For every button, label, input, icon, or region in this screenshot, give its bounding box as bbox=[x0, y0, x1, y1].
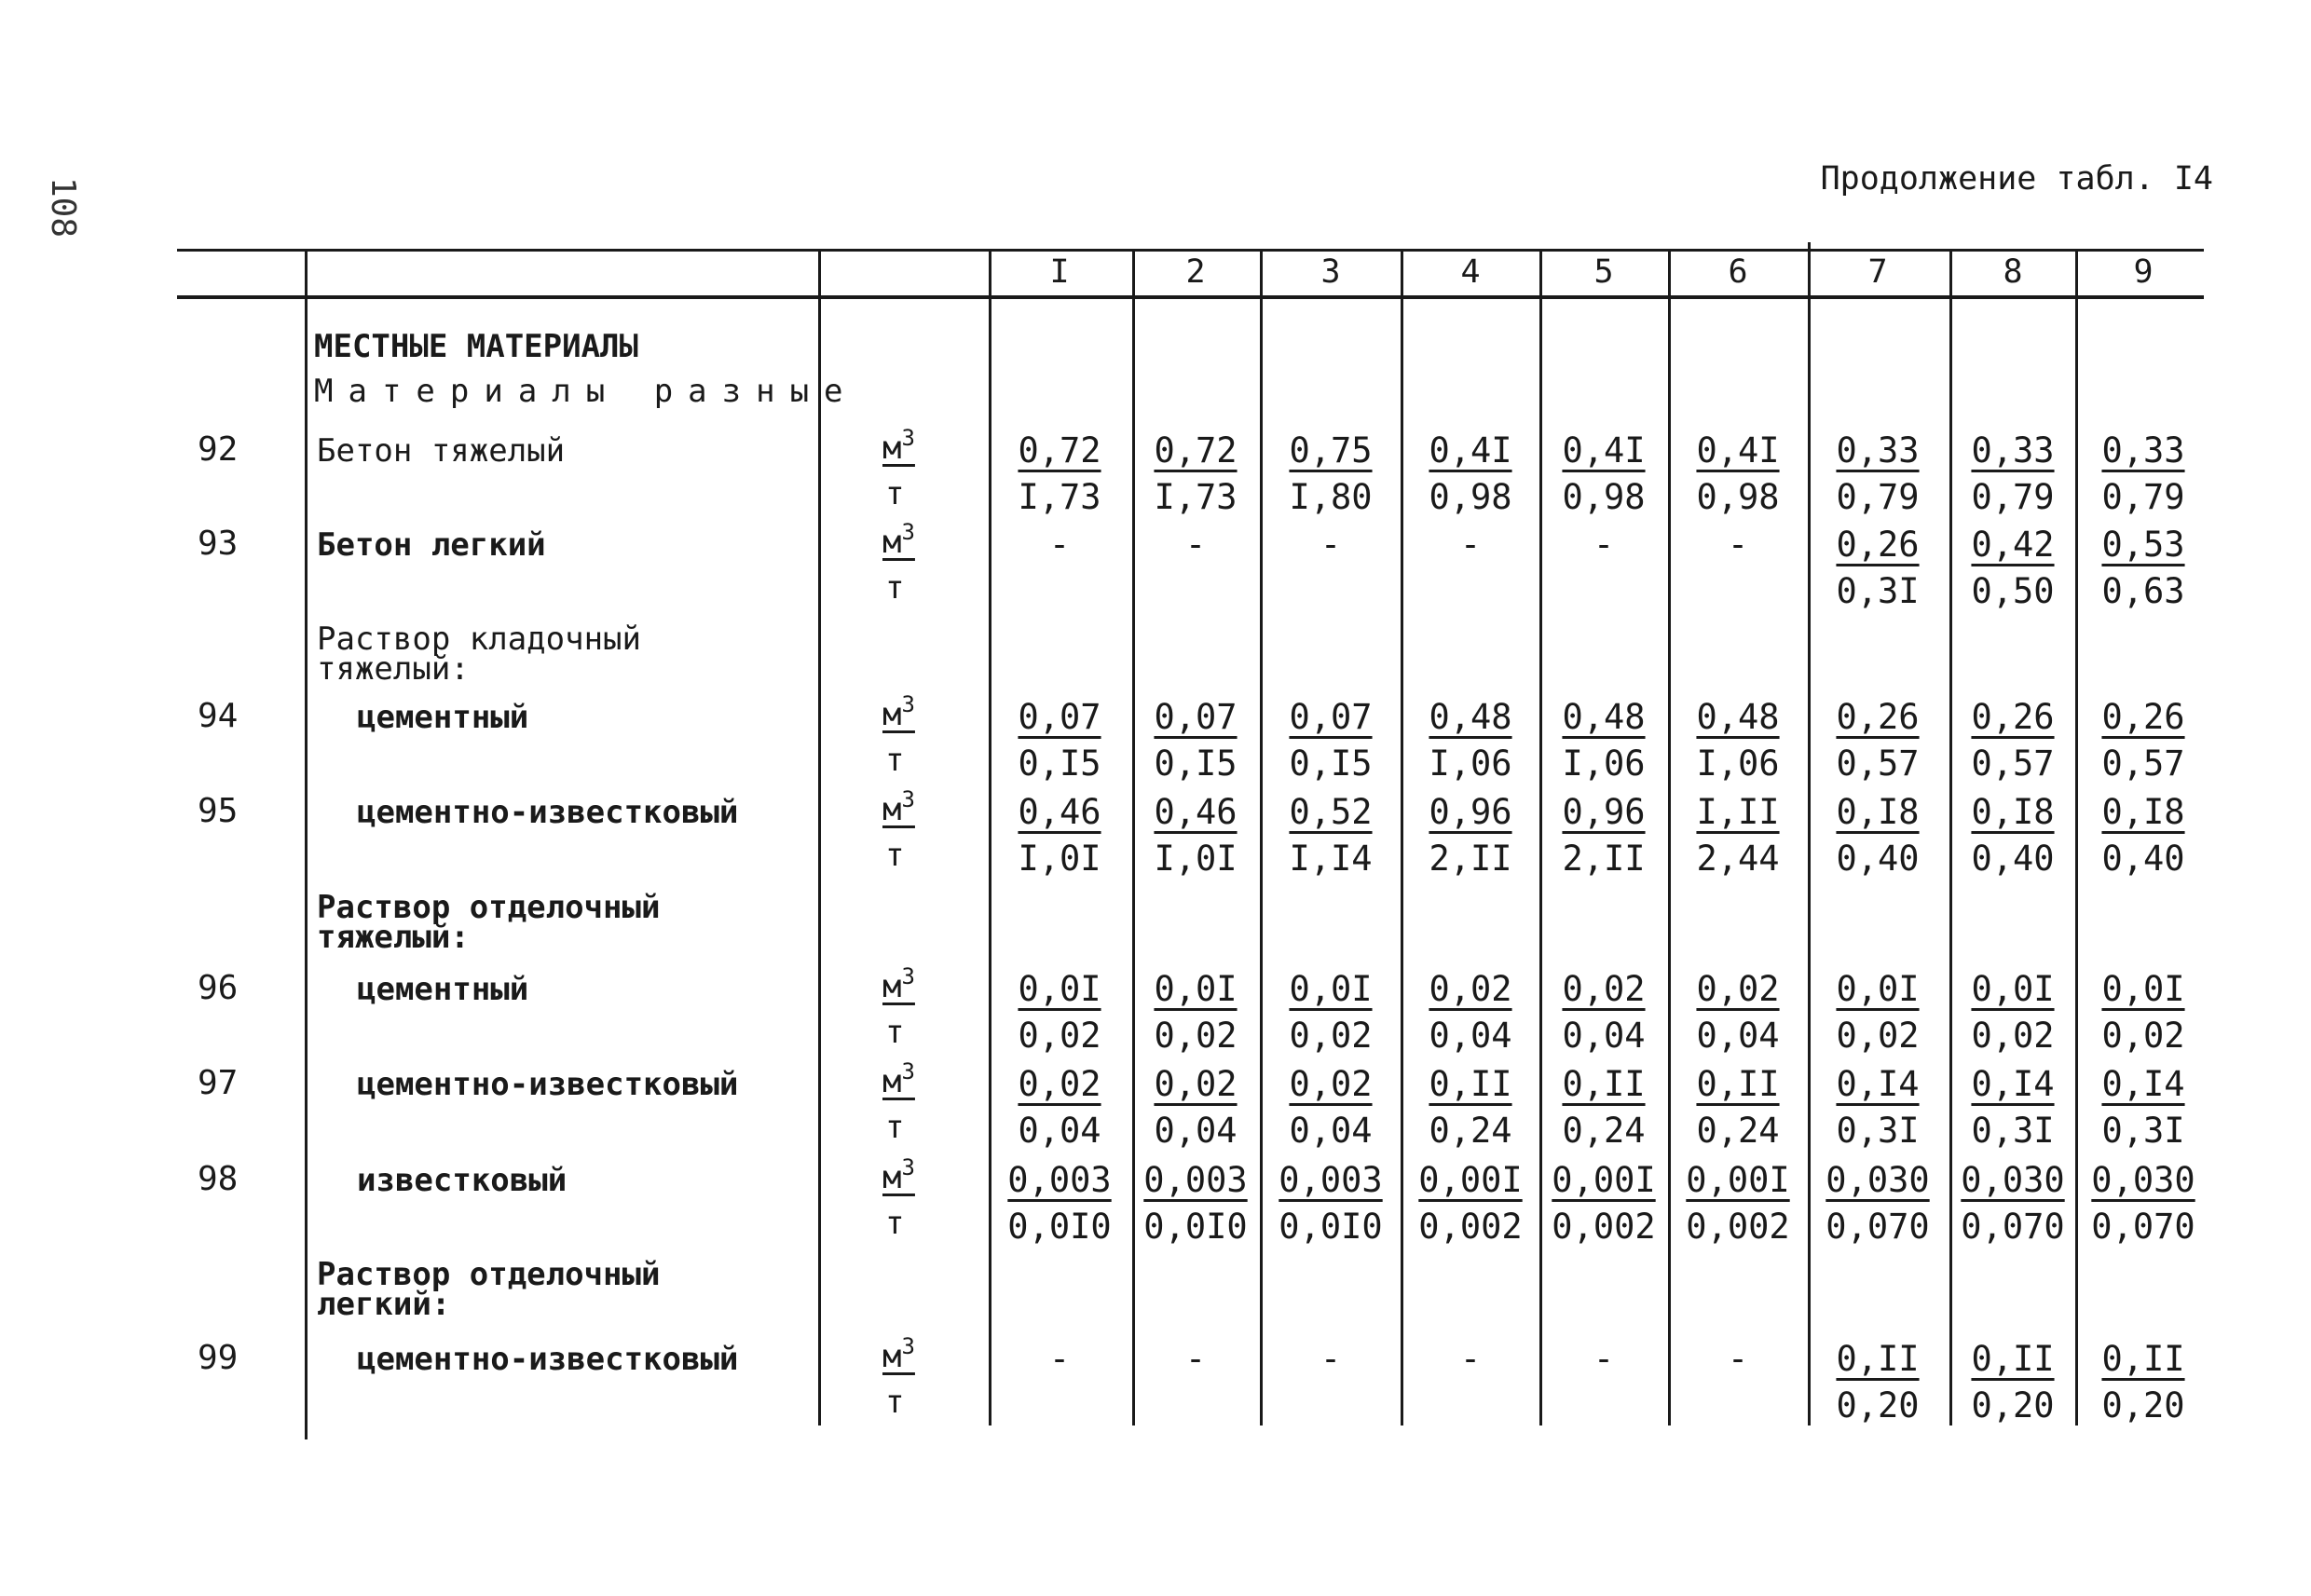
value-mass-text: 0,40 bbox=[1971, 839, 2055, 879]
value-mass-text: 0,20 bbox=[1836, 1385, 1920, 1425]
value-mass-text: 0,20 bbox=[2101, 1385, 2185, 1425]
unit-mass: т bbox=[885, 475, 905, 512]
unit-mass: т bbox=[885, 569, 905, 607]
value-mass-text: 0,0I0 bbox=[1279, 1207, 1383, 1247]
value-volume-text: 0,33 bbox=[1836, 430, 1920, 471]
value-mass-text: I,0I bbox=[1018, 839, 1101, 879]
unit-volume-label: $м^3$ bbox=[882, 691, 915, 733]
value-mass-text: I,73 bbox=[1154, 477, 1238, 517]
value-mass-text: 0,002 bbox=[1552, 1207, 1656, 1247]
group-header: Раствор кладочный тяжелый: bbox=[317, 621, 641, 688]
value-volume-text: 0,26 bbox=[2101, 697, 2185, 737]
unit-volume-label: $м^3$ bbox=[882, 1154, 915, 1196]
value-mass-text: 0,57 bbox=[1836, 743, 1920, 784]
value-mass-text: 0,02 bbox=[1018, 1016, 1101, 1056]
row-number: 95 bbox=[198, 792, 239, 830]
value-volume-text: 0,4I bbox=[1429, 430, 1512, 471]
row-number: 93 bbox=[198, 525, 239, 563]
value-volume-text: 0,53 bbox=[2101, 525, 2185, 565]
row-number: 92 bbox=[198, 430, 239, 469]
column-divider bbox=[1808, 242, 1811, 1425]
value-mass-text: I,73 bbox=[1018, 477, 1101, 517]
unit-volume-label: $м^3$ bbox=[882, 1058, 915, 1100]
column-header-label: 7 bbox=[1867, 253, 1888, 291]
value-volume-text: 0,33 bbox=[1971, 430, 2055, 471]
value-volume-text: 0,003 bbox=[1143, 1160, 1248, 1200]
value-volume-text: 0,26 bbox=[1971, 697, 2055, 737]
value-volume-text: 0,02 bbox=[1018, 1064, 1101, 1104]
value-mass-text: 0,40 bbox=[2101, 839, 2185, 879]
value-volume-text: I,II bbox=[1696, 792, 1780, 832]
value-mass-text: 0,20 bbox=[1971, 1385, 2055, 1425]
column-divider bbox=[305, 252, 308, 1439]
value-mass-text: 0,02 bbox=[1289, 1016, 1373, 1056]
unit-mass: т bbox=[885, 1384, 905, 1421]
material-name: цементно-известковый bbox=[357, 1066, 739, 1103]
value-mass-text: 0,04 bbox=[1018, 1111, 1101, 1151]
column-divider bbox=[1401, 252, 1403, 1425]
section-title: МЕСТНЫЕ МАТЕРИАЛЫ bbox=[314, 328, 638, 365]
unit-exponent: 3 bbox=[901, 691, 915, 717]
value-volume-text: - bbox=[1184, 1339, 1207, 1379]
column-divider bbox=[1132, 252, 1135, 1425]
value-mass-text: 2,44 bbox=[1696, 839, 1780, 879]
group-header: Раствор отделочный тяжелый: bbox=[317, 889, 661, 956]
unit-exponent: 3 bbox=[901, 963, 915, 989]
value-volume-text: 0,030 bbox=[2091, 1160, 2195, 1200]
value-volume-text: - bbox=[1727, 525, 1749, 565]
column-header-label: 8 bbox=[2003, 253, 2023, 291]
table-header-rule bbox=[177, 295, 2204, 299]
row-number: 97 bbox=[198, 1064, 239, 1102]
value-volume-text: 0,07 bbox=[1289, 697, 1373, 737]
value-volume-text: 0,07 bbox=[1154, 697, 1238, 737]
value-volume-text: 0,00I bbox=[1686, 1160, 1790, 1200]
unit-volume-label: $м^3$ bbox=[882, 519, 915, 561]
value-mass-text: 0,98 bbox=[1696, 477, 1780, 517]
unit-volume-label: $м^3$ bbox=[882, 786, 915, 828]
value-volume-text: 0,I4 bbox=[1836, 1064, 1920, 1104]
column-divider bbox=[1260, 252, 1263, 1425]
value-volume-text: 0,48 bbox=[1429, 697, 1512, 737]
value-volume-text: 0,003 bbox=[1279, 1160, 1383, 1200]
value-volume-text: 0,02 bbox=[1696, 969, 1780, 1009]
value-mass-text: 0,24 bbox=[1429, 1111, 1512, 1151]
value-mass-text: 0,04 bbox=[1289, 1111, 1373, 1151]
value-volume-text: 0,33 bbox=[2101, 430, 2185, 471]
value-volume-text: 0,02 bbox=[1562, 969, 1646, 1009]
value-volume-text: 0,00I bbox=[1552, 1160, 1656, 1200]
value-mass-text: 0,40 bbox=[1836, 839, 1920, 879]
value-mass-text: 0,I5 bbox=[1018, 743, 1101, 784]
value-volume-text: 0,030 bbox=[1826, 1160, 1930, 1200]
value-mass-text: I,I4 bbox=[1289, 839, 1373, 879]
value-mass-text: 0,24 bbox=[1562, 1111, 1646, 1151]
value-volume-text: 0,0I bbox=[1289, 969, 1373, 1009]
value-mass-text: 0,070 bbox=[1826, 1207, 1930, 1247]
value-volume-text: 0,02 bbox=[1154, 1064, 1238, 1104]
column-divider bbox=[2075, 252, 2078, 1425]
value-mass-text: 0,98 bbox=[1429, 477, 1512, 517]
value-volume-text: - bbox=[1048, 1339, 1071, 1379]
value-mass-text: 0,02 bbox=[1971, 1016, 2055, 1056]
value-mass-text: I,06 bbox=[1562, 743, 1646, 784]
value-volume-text: 0,II bbox=[1429, 1064, 1512, 1104]
column-header-label: 3 bbox=[1320, 253, 1341, 291]
unit-exponent: 3 bbox=[901, 1154, 915, 1180]
value-mass-text: 0,3I bbox=[1971, 1111, 2055, 1151]
value-mass-text: 0,04 bbox=[1154, 1111, 1238, 1151]
unit-mass: т bbox=[885, 1014, 905, 1051]
unit-mass: т bbox=[885, 1109, 905, 1146]
row-number: 99 bbox=[198, 1339, 239, 1377]
value-volume-text: 0,26 bbox=[1836, 525, 1920, 565]
value-volume-text: 0,II bbox=[1562, 1064, 1646, 1104]
value-volume-text: 0,II bbox=[1696, 1064, 1780, 1104]
value-volume-text: - bbox=[1320, 1339, 1342, 1379]
value-volume-text: - bbox=[1593, 1339, 1615, 1379]
value-mass-text: 2,II bbox=[1562, 839, 1646, 879]
value-mass-text: 0,070 bbox=[2091, 1207, 2195, 1247]
material-name: цементный bbox=[357, 971, 529, 1008]
value-mass-text: 0,3I bbox=[1836, 571, 1920, 611]
value-mass-text: 0,070 bbox=[1961, 1207, 2065, 1247]
unit-volume-label: $м^3$ bbox=[882, 1333, 915, 1375]
column-divider bbox=[1949, 252, 1952, 1425]
value-volume-text: 0,4I bbox=[1562, 430, 1646, 471]
value-volume-text: 0,II bbox=[1836, 1339, 1920, 1379]
group-header: Раствор отделочный легкий: bbox=[317, 1256, 661, 1323]
value-volume-text: 0,72 bbox=[1018, 430, 1101, 471]
value-mass-text: 0,57 bbox=[1971, 743, 2055, 784]
column-divider bbox=[989, 252, 991, 1425]
column-divider bbox=[1668, 252, 1671, 1425]
unit-volume-label: $м^3$ bbox=[882, 425, 915, 467]
value-volume-text: - bbox=[1459, 1339, 1482, 1379]
value-volume-text: 0,52 bbox=[1289, 792, 1373, 832]
page-number: 108 bbox=[44, 177, 82, 239]
value-volume-text: 0,00I bbox=[1418, 1160, 1523, 1200]
value-volume-text: 0,0I bbox=[1154, 969, 1238, 1009]
unit-mass: т bbox=[885, 742, 905, 779]
unit-exponent: 3 bbox=[901, 425, 915, 451]
unit-exponent: 3 bbox=[901, 519, 915, 545]
unit-volume bbox=[882, 691, 915, 733]
unit-volume bbox=[882, 786, 915, 828]
value-volume-text: 0,0I bbox=[1971, 969, 2055, 1009]
value-volume-text: 0,72 bbox=[1154, 430, 1238, 471]
unit-mass: т bbox=[885, 1205, 905, 1242]
table-top-rule bbox=[177, 249, 2204, 252]
value-volume-text: 0,46 bbox=[1154, 792, 1238, 832]
value-volume-text: 0,48 bbox=[1562, 697, 1646, 737]
column-divider bbox=[1539, 252, 1542, 1425]
value-volume-text: 0,0I bbox=[1018, 969, 1101, 1009]
value-mass-text: 0,04 bbox=[1696, 1016, 1780, 1056]
unit-exponent: 3 bbox=[901, 786, 915, 812]
value-volume-text: 0,26 bbox=[1836, 697, 1920, 737]
value-mass-text: 0,79 bbox=[1971, 477, 2055, 517]
value-mass-text: 0,04 bbox=[1429, 1016, 1512, 1056]
row-number: 94 bbox=[198, 697, 239, 735]
value-volume-text: 0,48 bbox=[1696, 697, 1780, 737]
value-mass-text: 0,57 bbox=[2101, 743, 2185, 784]
material-name: Бетон легкий bbox=[317, 526, 546, 564]
value-volume-text: 0,4I bbox=[1696, 430, 1780, 471]
value-mass-text: 0,02 bbox=[2101, 1016, 2185, 1056]
value-mass-text: 0,002 bbox=[1418, 1207, 1523, 1247]
value-mass-text: 0,I5 bbox=[1154, 743, 1238, 784]
value-mass-text: 0,002 bbox=[1686, 1207, 1790, 1247]
value-volume-text: 0,96 bbox=[1562, 792, 1646, 832]
value-volume-text: 0,030 bbox=[1961, 1160, 2065, 1200]
unit-mass: т bbox=[885, 837, 905, 874]
value-mass-text: I,06 bbox=[1429, 743, 1512, 784]
unit-exponent: 3 bbox=[901, 1333, 915, 1359]
value-volume-text: - bbox=[1593, 525, 1615, 565]
material-name: цементный bbox=[357, 699, 529, 736]
unit-volume bbox=[882, 425, 915, 467]
value-mass-text: 0,63 bbox=[2101, 571, 2185, 611]
value-mass-text: 0,3I bbox=[1836, 1111, 1920, 1151]
unit-volume bbox=[882, 1058, 915, 1100]
unit-volume bbox=[882, 1333, 915, 1375]
unit-volume-label: $м^3$ bbox=[882, 963, 915, 1005]
value-mass-text: 0,0I0 bbox=[1007, 1207, 1112, 1247]
row-number: 96 bbox=[198, 969, 239, 1007]
value-volume-text: 0,42 bbox=[1971, 525, 2055, 565]
value-volume-text: - bbox=[1320, 525, 1342, 565]
value-mass-text: I,0I bbox=[1154, 839, 1238, 879]
column-header-label: 4 bbox=[1460, 253, 1481, 291]
value-volume-text: 0,II bbox=[2101, 1339, 2185, 1379]
value-volume-text: 0,I8 bbox=[1971, 792, 2055, 832]
value-volume-text: 0,75 bbox=[1289, 430, 1373, 471]
value-mass-text: 0,24 bbox=[1696, 1111, 1780, 1151]
value-mass-text: 0,79 bbox=[2101, 477, 2185, 517]
unit-volume bbox=[882, 963, 915, 1005]
value-volume-text: - bbox=[1727, 1339, 1749, 1379]
value-volume-text: 0,I8 bbox=[2101, 792, 2185, 832]
column-header-label: 9 bbox=[2133, 253, 2154, 291]
value-mass-text: I,80 bbox=[1289, 477, 1373, 517]
unit-volume bbox=[882, 519, 915, 561]
value-volume-text: - bbox=[1184, 525, 1207, 565]
table-caption: Продолжение табл. I4 bbox=[1820, 160, 2213, 198]
value-mass-text: 0,0I0 bbox=[1143, 1207, 1248, 1247]
material-name: известковый bbox=[357, 1162, 567, 1199]
value-volume-text: 0,I4 bbox=[2101, 1064, 2185, 1104]
unit-volume bbox=[882, 1154, 915, 1196]
value-mass-text: 0,04 bbox=[1562, 1016, 1646, 1056]
value-volume-text: - bbox=[1459, 525, 1482, 565]
column-header-label: 2 bbox=[1185, 253, 1206, 291]
column-header-label: I bbox=[1049, 253, 1070, 291]
value-volume-text: 0,I4 bbox=[1971, 1064, 2055, 1104]
value-volume-text: 0,0I bbox=[2101, 969, 2185, 1009]
material-name: Бетон тяжелый bbox=[317, 432, 566, 470]
column-header-label: 5 bbox=[1593, 253, 1614, 291]
value-volume-text: 0,96 bbox=[1429, 792, 1512, 832]
value-mass-text: 0,02 bbox=[1154, 1016, 1238, 1056]
value-mass-text: 0,98 bbox=[1562, 477, 1646, 517]
column-header-label: 6 bbox=[1728, 253, 1748, 291]
column-divider bbox=[818, 252, 821, 1425]
row-number: 98 bbox=[198, 1160, 239, 1198]
value-volume-text: 0,II bbox=[1971, 1339, 2055, 1379]
value-volume-text: 0,07 bbox=[1018, 697, 1101, 737]
value-mass-text: 0,02 bbox=[1836, 1016, 1920, 1056]
material-name: цементно-известковый bbox=[357, 794, 739, 831]
subsection-title: Материалы разные bbox=[314, 373, 858, 410]
value-volume-text: 0,0I bbox=[1836, 969, 1920, 1009]
value-volume-text: 0,02 bbox=[1429, 969, 1512, 1009]
unit-exponent: 3 bbox=[901, 1058, 915, 1084]
value-mass-text: I,06 bbox=[1696, 743, 1780, 784]
material-name: цементно-известковый bbox=[357, 1341, 739, 1378]
value-volume-text: 0,02 bbox=[1289, 1064, 1373, 1104]
value-volume-text: 0,46 bbox=[1018, 792, 1101, 832]
value-mass-text: 2,II bbox=[1429, 839, 1512, 879]
value-volume-text: - bbox=[1048, 525, 1071, 565]
value-mass-text: 0,I5 bbox=[1289, 743, 1373, 784]
value-mass-text: 0,3I bbox=[2101, 1111, 2185, 1151]
value-mass-text: 0,50 bbox=[1971, 571, 2055, 611]
value-volume-text: 0,I8 bbox=[1836, 792, 1920, 832]
value-volume-text: 0,003 bbox=[1007, 1160, 1112, 1200]
value-mass-text: 0,79 bbox=[1836, 477, 1920, 517]
